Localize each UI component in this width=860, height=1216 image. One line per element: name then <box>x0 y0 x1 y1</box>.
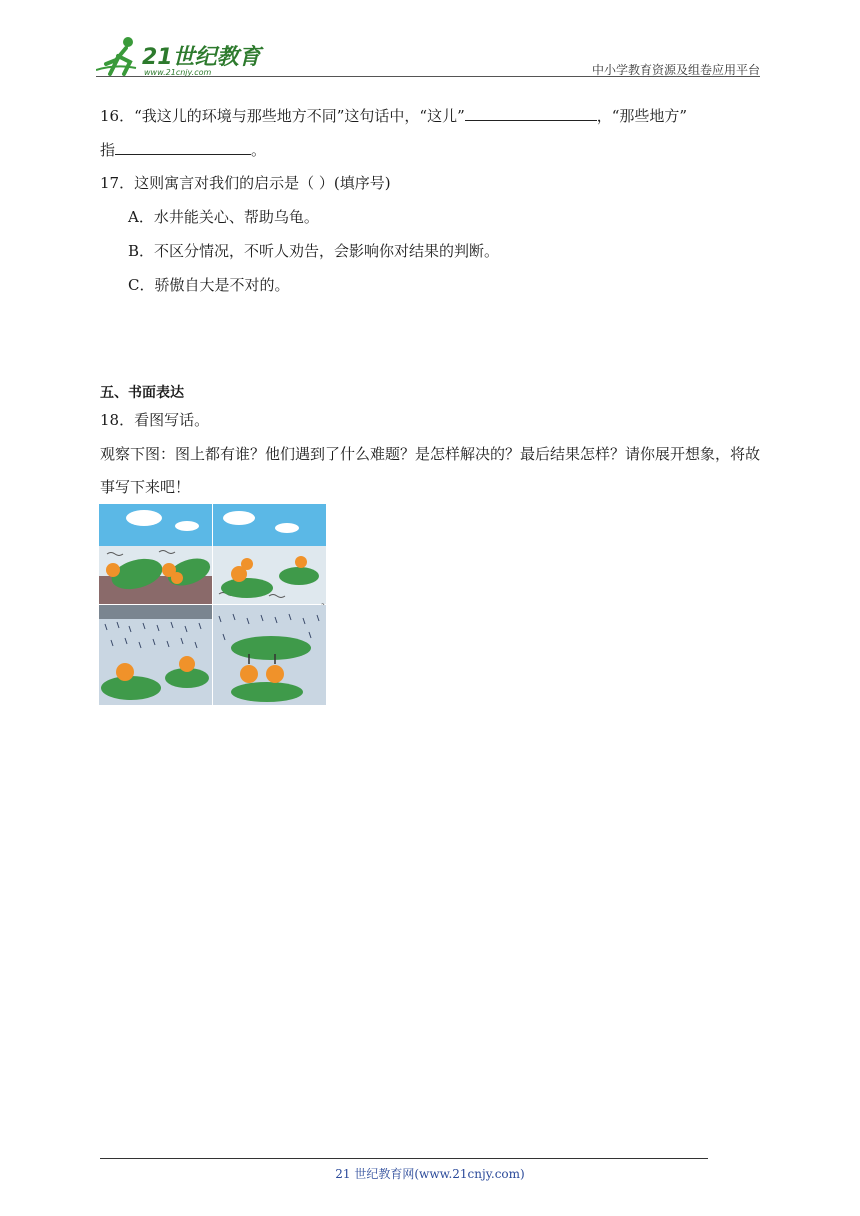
footer-link[interactable]: 21 世纪教育网(www.21cnjy.com) <box>335 1167 525 1181</box>
panel-1 <box>99 504 214 604</box>
question-16-line2 <box>100 140 266 160</box>
footer-divider <box>100 1158 708 1159</box>
logo-url: www.21cnjy.com <box>144 68 212 77</box>
q16-text-part3: 指 <box>100 141 116 159</box>
question-17-stem: 17．这则寓言对我们的启示是（ ）(填序号) <box>100 174 391 192</box>
platform-name: 中小学教育资源及组卷应用平台 <box>591 63 760 77</box>
question-18-prompt-line2: 事写下来吧！ <box>100 478 191 496</box>
logo-text: 21世纪教育 <box>142 45 261 70</box>
q16-text-part4: 。 <box>251 141 267 159</box>
question-16-line1 <box>100 106 687 126</box>
q16-blank-1[interactable] <box>465 106 597 121</box>
story-picture <box>99 504 326 705</box>
q16-text-part2: ，“那些地方” <box>596 107 688 125</box>
logo <box>96 34 276 78</box>
q17-option-c: C．骄傲自大是不对的。 <box>128 276 290 294</box>
page-header <box>96 34 760 78</box>
panel-3 <box>99 605 212 705</box>
panel-2 <box>213 504 326 610</box>
question-18-stem: 18．看图写话。 <box>100 411 210 429</box>
header-divider <box>96 76 760 77</box>
q17-option-b: B．不区分情况，不听人劝告，会影响你对结果的判断。 <box>128 242 500 260</box>
q17-option-a: A．水井能关心、帮助乌龟。 <box>128 208 319 226</box>
section-5-title: 五、书面表达 <box>100 385 184 401</box>
question-18-prompt-line1: 观察下图：图上都有谁？他们遇到了什么难题？是怎样解决的？最后结果怎样？请你展开想象，将故 <box>100 445 761 463</box>
q16-text-part1: 16．“我这儿的环境与那些地方不同”这句话中，“这儿” <box>100 107 465 125</box>
panel-4 <box>213 605 326 705</box>
q16-blank-2[interactable] <box>115 140 251 155</box>
